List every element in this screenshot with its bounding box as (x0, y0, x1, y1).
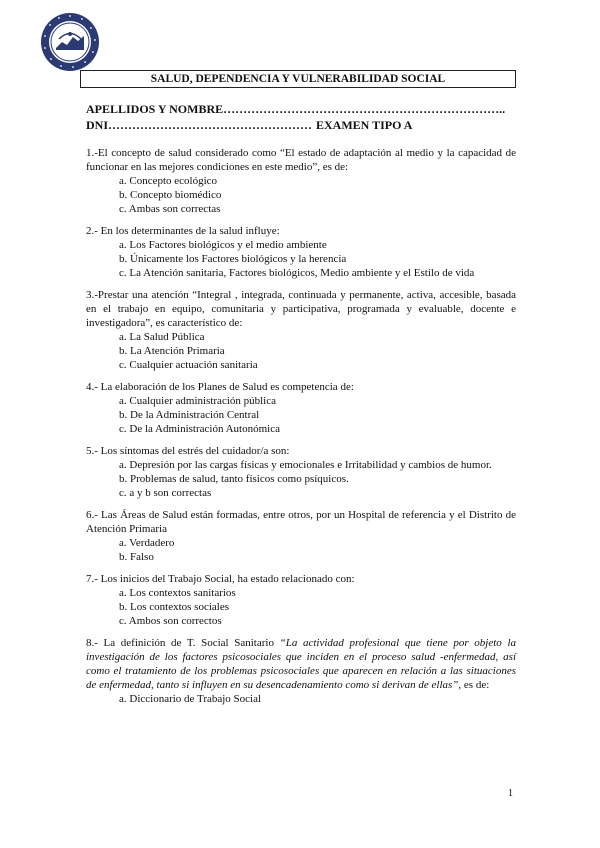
question-text-intro: 8.- La definición de T. Social Sanitario (86, 637, 280, 649)
question-text: 2.- En los determinantes de la salud influye: (86, 225, 280, 237)
option-a: a. Cualquier administración pública (119, 395, 277, 407)
dni-field: DNI…………………………………………… (86, 118, 313, 132)
option-a: a. Los contextos sanitarios (119, 587, 236, 599)
option-b: b. Falso (119, 551, 154, 563)
question-text (86, 636, 516, 692)
option-c: c. Ambas son correctas (119, 203, 221, 215)
option-b: b. Únicamente los Factores biológicos y la herencia (119, 253, 347, 265)
option-b: b. Problemas de salud, tanto físicos como psíquicos. (119, 473, 349, 485)
question-text: 3.-Prestar una atención “Integral , integrada, continuada y permanente, activa, accesible, basada en el trabajo en equipo, comunitaria y participativa, programada y evaluable, docente e investigadora”, es característico de: (86, 289, 516, 329)
question-text: 7.- Los inicios del Trabajo Social, ha estado relacionado con: (86, 573, 355, 585)
question-list (86, 146, 516, 714)
option-c: c. La Atención sanitaria, Factores biológicos, Medio ambiente y el Estilo de vida (119, 267, 475, 279)
option-b: b. Los contextos sociales (119, 601, 229, 613)
option-b: b. De la Administración Central (119, 409, 260, 421)
question-text: 1.-El concepto de salud considerado como “El estado de adaptación al medio y la capacidad de funcionar en las mejores condiciones en este medio”, es de: (86, 147, 516, 173)
question-text: 6.- Las Áreas de Salud están formadas, entre otros, por un Hospital de referencia y el Distrito de Atención Primaria (86, 509, 516, 535)
option-a: a. Verdadero (119, 537, 175, 549)
question-1 (86, 146, 516, 216)
option-b: b. La Atención Primaria (119, 345, 225, 357)
question-text-end: , es de: (458, 679, 490, 691)
page-number: 1 (508, 788, 513, 799)
option-a: a. Concepto ecológico (119, 175, 218, 187)
question-text: 4.- La elaboración de los Planes de Salud es competencia de: (86, 381, 354, 393)
question-8 (86, 636, 516, 706)
dni-line (86, 118, 412, 133)
option-c: c. Ambos son correctos (119, 615, 222, 627)
question-7 (86, 572, 516, 628)
option-a: a. La Salud Pública (119, 331, 205, 343)
option-c: c. a y b son correctas (119, 487, 212, 499)
question-5 (86, 444, 516, 500)
question-2 (86, 224, 516, 280)
option-a: a. Diccionario de Trabajo Social (119, 693, 262, 705)
apellidos-nombre-field: APELLIDOS Y NOMBRE…………………………………………………………….. (86, 102, 506, 116)
question-text: 5.- Los síntomas del estrés del cuidador/a son: (86, 445, 290, 457)
option-c: c. De la Administración Autonómica (119, 423, 280, 435)
question-6 (86, 508, 516, 564)
option-b: b. Concepto biomédico (119, 189, 222, 201)
document-title: SALUD, DEPENDENCIA Y VULNERABILIDAD SOCIAL (80, 70, 516, 88)
university-seal-logo (40, 12, 100, 72)
exam-type: EXAMEN TIPO A (316, 118, 413, 132)
option-c: c. Cualquier actuación sanitaria (119, 359, 258, 371)
option-a: a. Depresión por las cargas físicas y emocionales e Irritabilidad y cambios de humor. (119, 459, 492, 471)
question-4 (86, 380, 516, 436)
question-3 (86, 288, 516, 372)
definition-quote: “La actividad profesional que tiene por objeto la investigación de los factores psicosociales que inciden en el proceso salud -enfermedad, así como el tratamiento de los problemas psicosociales que aparecen en relación a las situaciones de enfermedad, tanto si influyen en su desencadenamiento como si derivan de ellas” (86, 637, 516, 691)
option-a: a. Los Factores biológicos y el medio ambiente (119, 239, 327, 251)
